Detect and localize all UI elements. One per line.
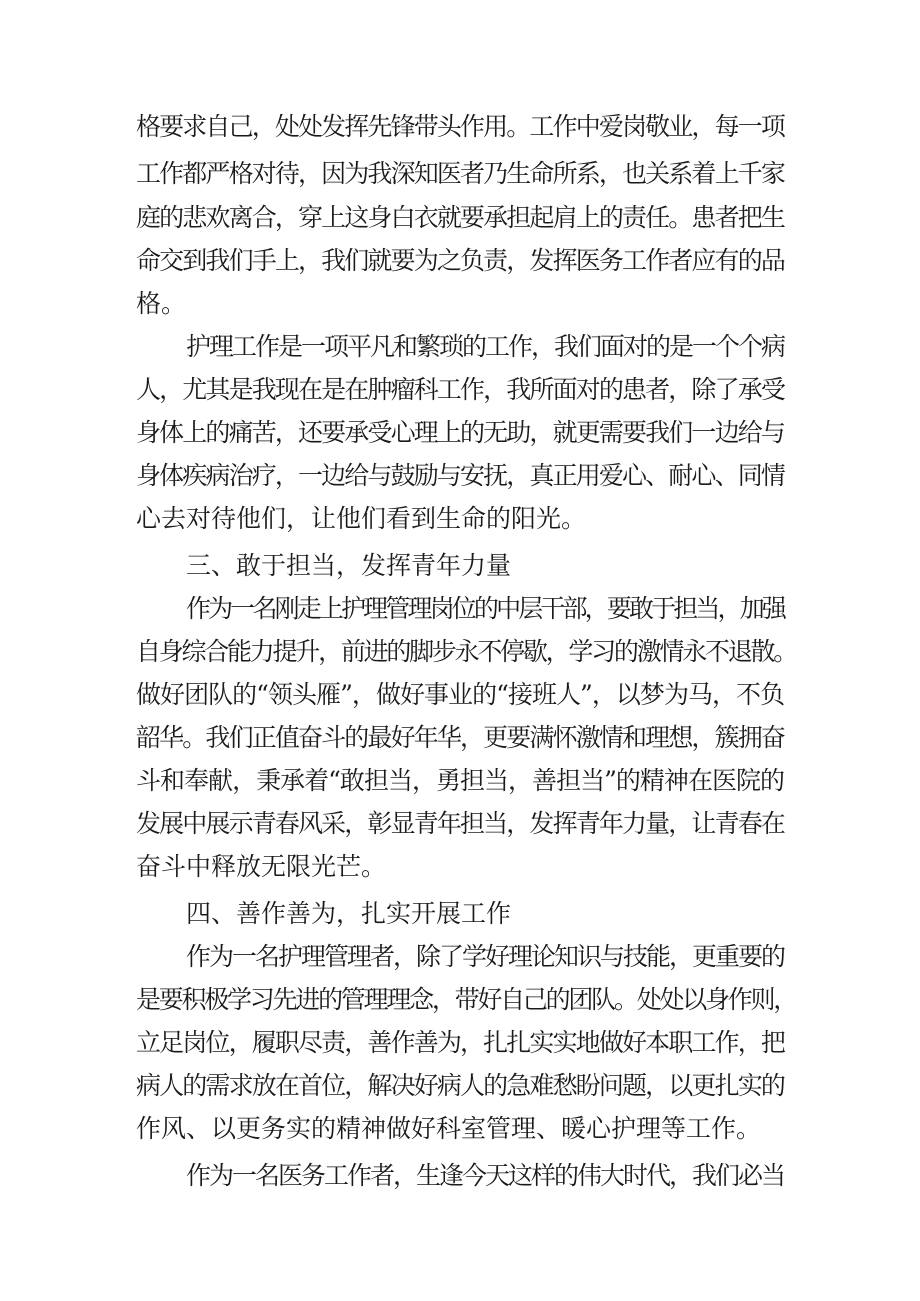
text-line — [0, 1064, 920, 1107]
text-line — [0, 368, 920, 411]
text-line — [0, 105, 920, 148]
line-text: 作为一名护理管理者，除了学好理论知识与技能，更重要的 — [186, 942, 785, 971]
text-line — [0, 802, 920, 845]
line-text: 作为一名医务工作者，生逢今天这样的伟大时代，我们必当 — [186, 1161, 785, 1190]
line-text: 命交到我们手上，我们就要为之负责，发挥医务工作者应有的品 — [136, 246, 785, 275]
text-line — [0, 935, 920, 978]
text-line — [0, 630, 920, 673]
text-line — [0, 978, 920, 1021]
text-line — [0, 325, 920, 368]
text-line — [0, 282, 920, 325]
line-text: 作为一名刚走上护理管理岗位的中层干部，要敢于担当，加强 — [186, 594, 785, 623]
line-text: 是要积极学习先进的管理理念，带好自己的团队。处处以身作则， — [136, 985, 797, 1014]
text-line — [0, 1154, 920, 1197]
section-heading — [0, 544, 920, 587]
text-line — [0, 152, 920, 195]
text-line — [0, 196, 920, 239]
line-text: 做好团队的“领头雁”，做好事业的“接班人”，以梦为马，不负 — [136, 680, 785, 709]
text-line — [0, 759, 920, 802]
line-text: 护理工作是一项平凡和繁琐的工作，我们面对的是一个个病 — [186, 332, 785, 361]
text-line — [0, 497, 920, 540]
line-text: 奋斗中释放无限光芒。 — [136, 852, 387, 881]
section-heading — [0, 892, 920, 935]
heading-text: 三、敢于担当，发挥青年力量 — [186, 551, 512, 580]
line-text: 人，尤其是我现在是在肿瘤科工作，我所面对的患者，除了承受 — [136, 375, 785, 404]
line-text: 身体疾病治疗，一边给与鼓励与安抚，真正用爱心、耐心、同情 — [136, 461, 785, 490]
line-text: 格。 — [136, 289, 187, 318]
text-line — [0, 239, 920, 282]
line-text: 自身综合能力提升，前进的脚步永不停歇，学习的激情永不退散。 — [136, 637, 797, 666]
text-line — [0, 673, 920, 716]
line-text: 作风、以更务实的精神做好科室管理、暖心护理等工作。 — [136, 1114, 762, 1143]
line-text: 庭的悲欢离合，穿上这身白衣就要承担起肩上的责任。患者把生 — [136, 203, 785, 232]
line-text: 工作都严格对待，因为我深知医者乃生命所系，也关系着上千家 — [136, 159, 785, 188]
text-line — [0, 454, 920, 497]
line-text: 格要求自己，处处发挥先锋带头作用。工作中爱岗敬业，每一项 — [136, 112, 785, 141]
line-text: 病人的需求放在首位，解决好病人的急难愁盼问题，以更扎实的 — [136, 1071, 785, 1100]
line-text: 心去对待他们，让他们看到生命的阳光。 — [136, 504, 587, 533]
text-line — [0, 716, 920, 759]
text-line — [0, 845, 920, 888]
text-line — [0, 1107, 920, 1150]
line-text: 韶华。我们正值奋斗的最好年华，更要满怀激情和理想，簇拥奋 — [136, 723, 785, 752]
text-line — [0, 1021, 920, 1064]
text-line — [0, 587, 920, 630]
line-text: 斗和奉献，秉承着“敢担当，勇担当，善担当”的精神在医院的 — [136, 766, 784, 795]
line-text: 立足岗位，履职尽责，善作善为，扎扎实实地做好本职工作，把 — [136, 1028, 785, 1057]
line-text: 发展中展示青春风采，彰显青年担当，发挥青年力量，让青春在 — [136, 809, 785, 838]
text-line — [0, 411, 920, 454]
heading-text: 四、善作善为，扎实开展工作 — [186, 899, 512, 928]
line-text: 身体上的痛苦，还要承受心理上的无助，就更需要我们一边给与 — [136, 418, 785, 447]
